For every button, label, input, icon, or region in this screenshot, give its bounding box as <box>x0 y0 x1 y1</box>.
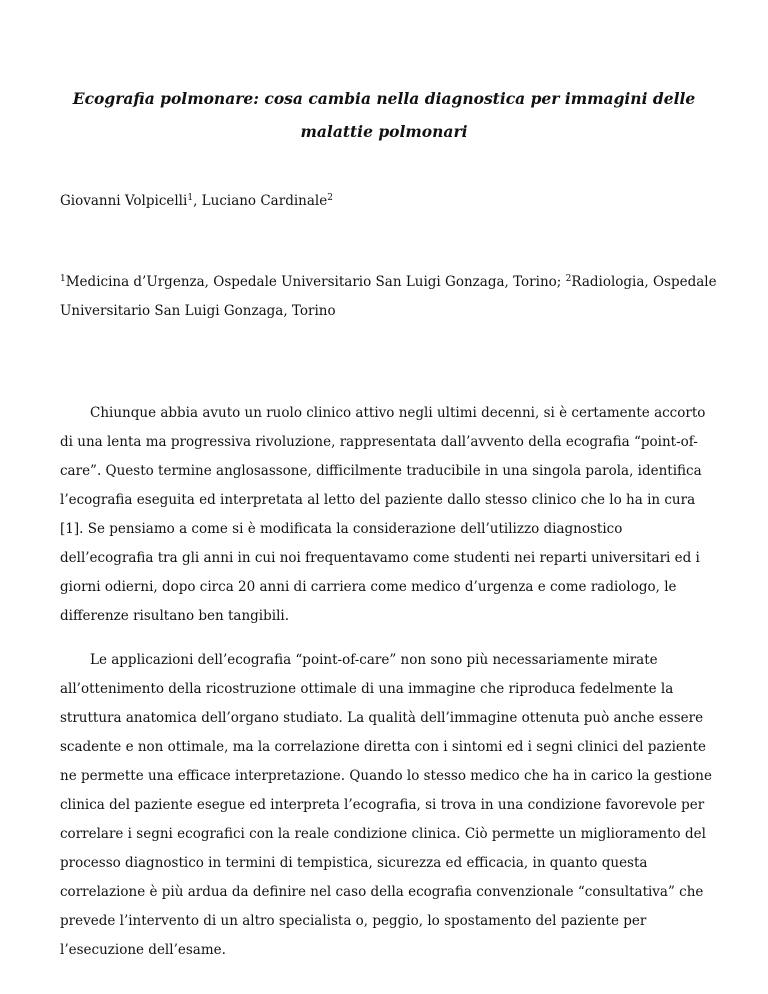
author-separator: , <box>193 193 202 209</box>
affiliation-text: Radiologia, Ospedale Universitario San Luigi Gonzaga, Torino <box>60 274 717 319</box>
body-paragraph: Le applicazioni dell’ecografia “point-of-care” non sono più necessariamente mirate all’ottenimento della ricostruzione ottimale di una immagine che riproduca fedelmente la struttura anatomica dell’organo studiato. La qualità dell’immagine ottenuta può anche essere scadente e non ottimale, ma la correlazione diretta con i sintomi ed i segni clinici del paziente ne permette una efficace interpretazione. Quando lo stesso medico che ha in carico la gestione clinica del paziente esegue ed interpreta l’ecografia, si trova in una condizione favorevole per correlare i segni ecografici con la reale condizione clinica. Ciò permette un miglioramento del processo diagnostico in termini di tempistica, sicurezza ed efficacia, in quanto questa correlazione è più ardua da definire nel caso della ecografia convenzionale “consultativa” che prevede l’intervento di un altro specialista o, peggio, lo spostamento del paziente per l’esecuzione dell’esame. <box>60 652 712 958</box>
affiliation-marker: 1 <box>60 274 66 284</box>
author-affiliation-marker: 1 <box>187 193 194 203</box>
paper-title: Ecografia polmonare: cosa cambia nella diagnostica per immagini delle malattie polmonari <box>72 89 696 141</box>
author-list <box>60 191 333 211</box>
author-affiliation-marker: 2 <box>327 193 333 203</box>
author-name: Giovanni Volpicelli <box>60 193 188 209</box>
affiliations <box>60 268 720 326</box>
author-name: Luciano Cardinale <box>201 193 328 209</box>
affiliation-text: Medicina d’Urgenza, Ospedale Universitario San Luigi Gonzaga, Torino; <box>65 274 566 290</box>
affiliation-marker: 2 <box>565 274 572 284</box>
body-paragraph: Chiunque abbia avuto un ruolo clinico attivo negli ultimi decenni, si è certamente accorto di una lenta ma progressiva rivoluzione, rappresentata dall’avvento della ecografia “point-of-care”. Questo termine anglosassone, difficilmente traducibile in una singola parola, identifica l’ecografia eseguita ed interpretata al letto del paziente dallo stesso clinico che lo ha in cura [1]. Se pensiamo a come si è modificata la considerazione dell’utilizzo diagnostico dell’ecografia tra gli anni in cui noi frequentavamo come studenti nei reparti universitari ed i giorni odierni, dopo circa 20 anni di carriera come medico d’urgenza e come radiologo, le differenze risultano ben tangibili. <box>60 405 706 624</box>
